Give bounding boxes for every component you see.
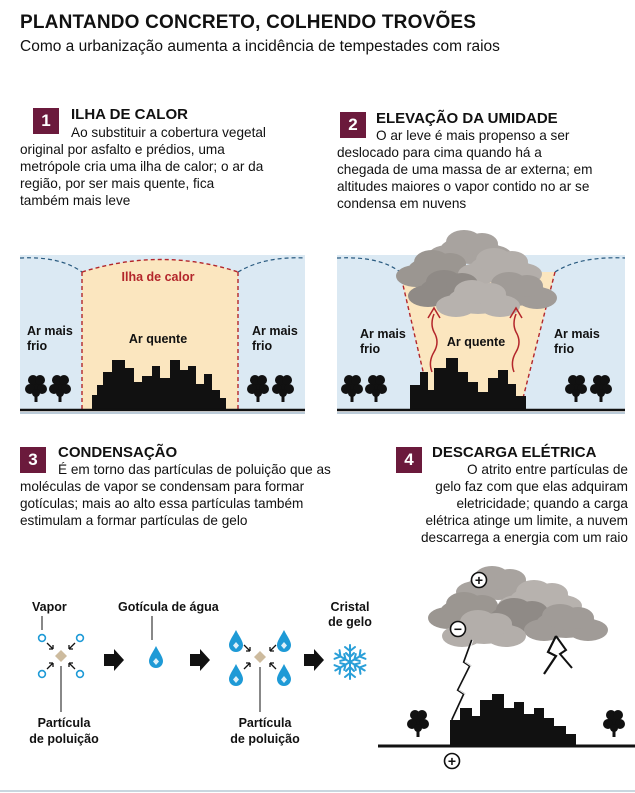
- section-1-title: ILHA DE CALOR: [71, 106, 188, 123]
- cold-air-label-left-2: frio: [27, 339, 48, 353]
- warm-air-label: Ar quente: [128, 332, 188, 346]
- warm-air-label: Ar quente: [446, 335, 506, 349]
- diagram-heat-island: [20, 255, 305, 413]
- diagram-humidity-rise: [337, 230, 625, 413]
- tree-icon: [603, 710, 625, 737]
- page-title: PLANTANDO CONCRETO, COLHENDO TROVÕES: [20, 12, 477, 33]
- water-droplet-icon: [277, 630, 291, 652]
- svg-text:+: +: [474, 572, 484, 588]
- arrow-right-icon: [104, 649, 124, 671]
- particle-label-1-2: de poluição: [29, 732, 99, 746]
- water-droplet-icon: [149, 646, 163, 668]
- heat-island-label: Ilha de calor: [121, 270, 195, 284]
- arrow-right-icon: [190, 649, 210, 671]
- svg-text:−: −: [453, 621, 463, 637]
- arrow-right-icon: [304, 649, 324, 671]
- crystal-label-2: de gelo: [328, 615, 372, 629]
- droplet-label: Gotícula de água: [118, 600, 219, 614]
- cold-air-label-right-2: frio: [252, 339, 273, 353]
- section-1-text: Ao substituir a cobertura vegetal original por asfalto e prédios, uma metrópole cria uma ilha de calor; o ar da região, por ser mais quente, fica também mais leve: [20, 125, 266, 208]
- particle-label-2: Partícula: [238, 716, 292, 730]
- cold-air-label-right: Ar mais: [554, 327, 600, 341]
- step-number-2: 2: [340, 112, 366, 138]
- section-2-text: O ar leve é mais propenso a ser deslocado para cima quando há a chegada de uma massa de ar externa; em altitudes maiores o vapor contido no ar se condensa em nuvens: [337, 128, 593, 211]
- crystal-label: Cristal: [330, 600, 370, 614]
- pollution-particle-icon: [55, 650, 67, 662]
- water-droplet-icon: [229, 630, 243, 652]
- cold-air-label-right: Ar mais: [252, 324, 298, 338]
- section-3-text: É em torno das partículas de poluição que as moléculas de vapor se condensam para formar gotículas; mais ao alto essa partículas também estimulam a formar partículas de gelo: [20, 462, 331, 528]
- cold-air-label-left-2: frio: [360, 342, 381, 356]
- cold-air-label-right-2: frio: [554, 342, 575, 356]
- particle-label-1: Partícula: [37, 716, 91, 730]
- ice-crystal-icon: [333, 645, 367, 679]
- storm-cloud-icon: [396, 230, 557, 317]
- vapor-label: Vapor: [32, 600, 67, 614]
- water-droplet-icon: [229, 664, 243, 686]
- svg-text:+: +: [447, 753, 457, 769]
- diagram-condensation: [29, 600, 372, 746]
- section-3-title: CONDENSAÇÃO: [58, 444, 178, 461]
- water-droplet-icon: [277, 664, 291, 686]
- step-number-3: 3: [20, 447, 46, 473]
- lightning-bolt-icon: [544, 636, 556, 674]
- pollution-particle-icon: [254, 651, 266, 663]
- tree-icon: [407, 710, 429, 737]
- step-number-4: 4: [396, 447, 422, 473]
- diagram-lightning: [378, 566, 635, 769]
- cold-air-label-left: Ar mais: [27, 324, 73, 338]
- step-number-1: 1: [33, 108, 59, 134]
- section-2-title: ELEVAÇÃO DA UMIDADE: [376, 110, 558, 127]
- city-skyline-icon: [450, 694, 576, 745]
- section-4-text: O atrito entre partículas de gelo faz com que elas adquiram eletricidade; quando a carga elétrica atinge um limite, a nuvem descarrega a energia com um raio: [420, 462, 628, 545]
- cold-air-label-left: Ar mais: [360, 327, 406, 341]
- section-4-title: DESCARGA ELÉTRICA: [432, 444, 597, 461]
- page-subtitle: Como a urbanização aumenta a incidência de tempestades com raios: [20, 38, 500, 55]
- particle-label-2-2: de poluição: [230, 732, 300, 746]
